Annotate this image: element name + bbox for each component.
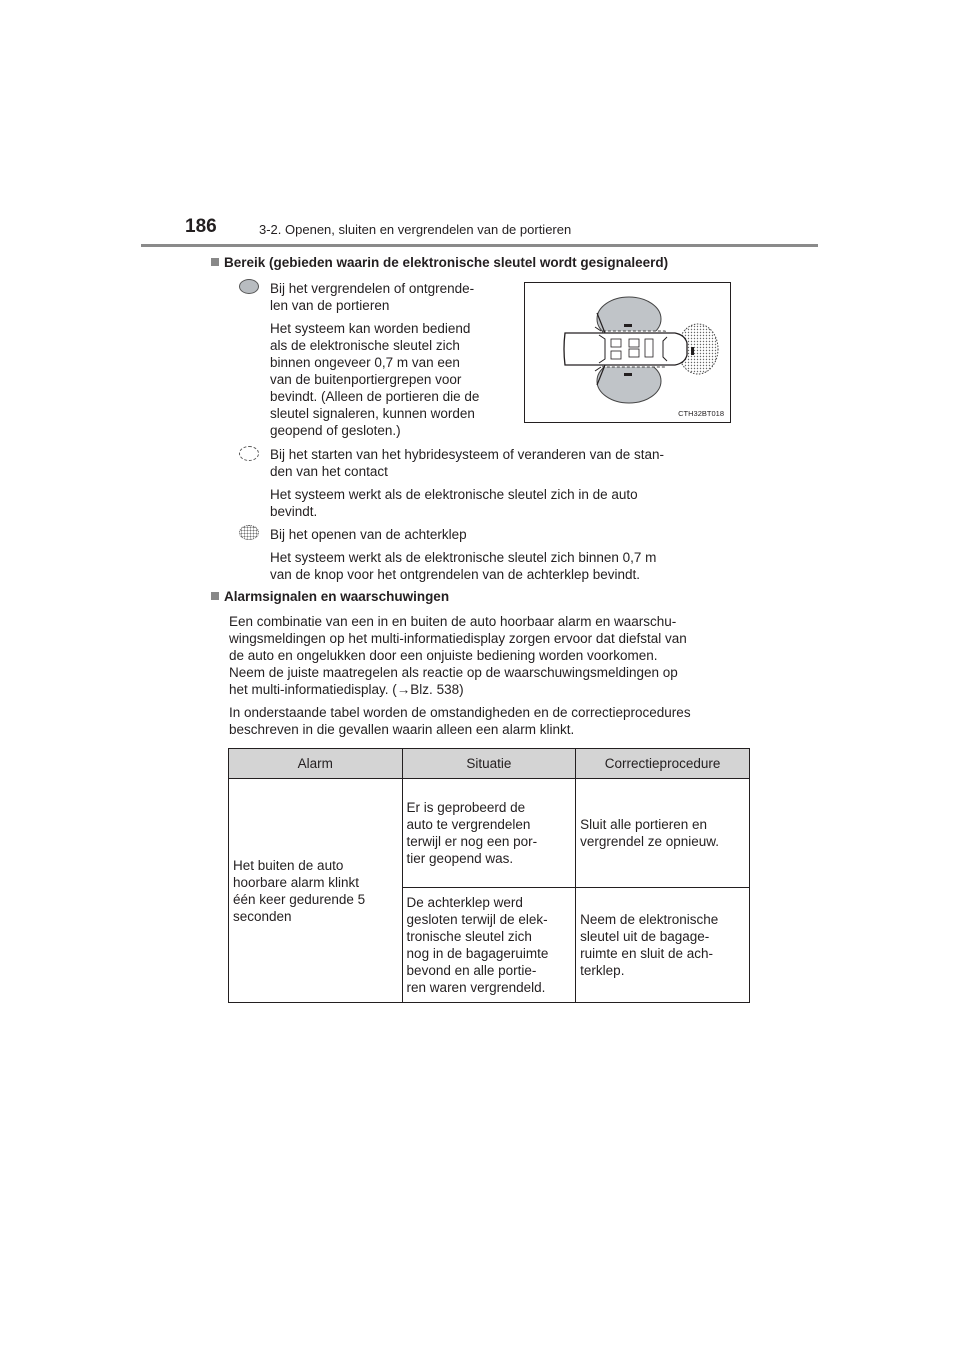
zone-2-body: Het systeem werkt als de elektronische sleutel zich in de auto bevindt. — [270, 487, 638, 519]
square-bullet-icon — [211, 258, 219, 266]
dotted-zone-icon — [239, 525, 259, 540]
zone-1-body: Het systeem kan worden bediend als de elektronische sleutel zich binnen ongeveer 0,7 m van een van de buitenportiergrepen voor bevindt. (Alleen de portieren die de sleutel signaleren, kunnen worden geopend of gesloten.) — [270, 321, 480, 438]
alarm-heading — [211, 589, 449, 604]
key-range-figure — [524, 282, 731, 423]
table-row — [229, 779, 750, 888]
zone-2-title: Bij het starten van het hybridesysteem of veranderen van de stan- den van het contact — [270, 447, 664, 479]
zone-1-title: Bij het vergrendelen of ontgrende- len van de portieren — [270, 281, 475, 313]
table-header-procedure: Correctieprocedure — [576, 749, 750, 779]
dashed-zone-icon — [239, 446, 259, 461]
table-header-situation: Situatie — [402, 749, 576, 779]
zone-3-title: Bij het openen van de achterklep — [270, 527, 467, 542]
figure-code: CTH32BT018 — [678, 409, 724, 418]
header-rule — [141, 244, 818, 247]
situation-cell: Er is geprobeerd de auto te vergrendelen terwijl er nog een por- tier geopend was. — [402, 779, 576, 888]
square-bullet-icon — [211, 592, 219, 600]
alarm-cell: Het buiten de auto hoorbare alarm klinkt één keer gedurende 5 seconden — [229, 779, 403, 1003]
alarm-table — [228, 748, 750, 1003]
alarm-heading-text: Alarmsignalen en waarschuwingen — [224, 589, 450, 604]
range-heading — [211, 255, 668, 270]
page-number: 186 — [185, 216, 217, 237]
alarm-paragraph-1: Een combinatie van een in en buiten de auto hoorbaar alarm en waarschu- wingsmeldingen op het multi-informatiedisplay zorgen ervoor dat diefstal van de auto en ongelukken door een onjuiste bediening worden voorkomen. Neem de juiste maatregelen als reactie op de waarschuwingsmeldingen op het multi-informatiedisplay. (→Blz. 538) — [229, 614, 687, 697]
solid-grey-zone-icon — [239, 279, 259, 294]
alarm-paragraph-2: In onderstaande tabel worden de omstandigheden en de correctieprocedures beschreven in die gevallen waarin alleen een alarm klinkt. — [229, 705, 691, 737]
procedure-cell: Neem de elektronische sleutel uit de bagage- ruimte en sluit de ach- terklep. — [576, 888, 750, 1003]
table-header-row — [229, 749, 750, 779]
table-header-alarm: Alarm — [229, 749, 403, 779]
procedure-cell: Sluit alle portieren en vergrendel ze opnieuw. — [576, 779, 750, 888]
range-heading-text: Bereik (gebieden waarin de elektronische sleutel wordt gesignaleerd) — [224, 255, 669, 270]
car-top-view-illustration — [525, 283, 732, 424]
section-title: 3-2. Openen, sluiten en vergrendelen van de portieren — [259, 222, 572, 237]
zone-3-body: Het systeem werkt als de elektronische sleutel zich binnen 0,7 m van de knop voor het ontgrendelen van de achterklep bevindt. — [270, 550, 657, 582]
situation-cell: De achterklep werd gesloten terwijl de elek- tronische sleutel zich nog in de bagageruimte bevond en alle portie- ren waren vergrendeld. — [402, 888, 576, 1003]
